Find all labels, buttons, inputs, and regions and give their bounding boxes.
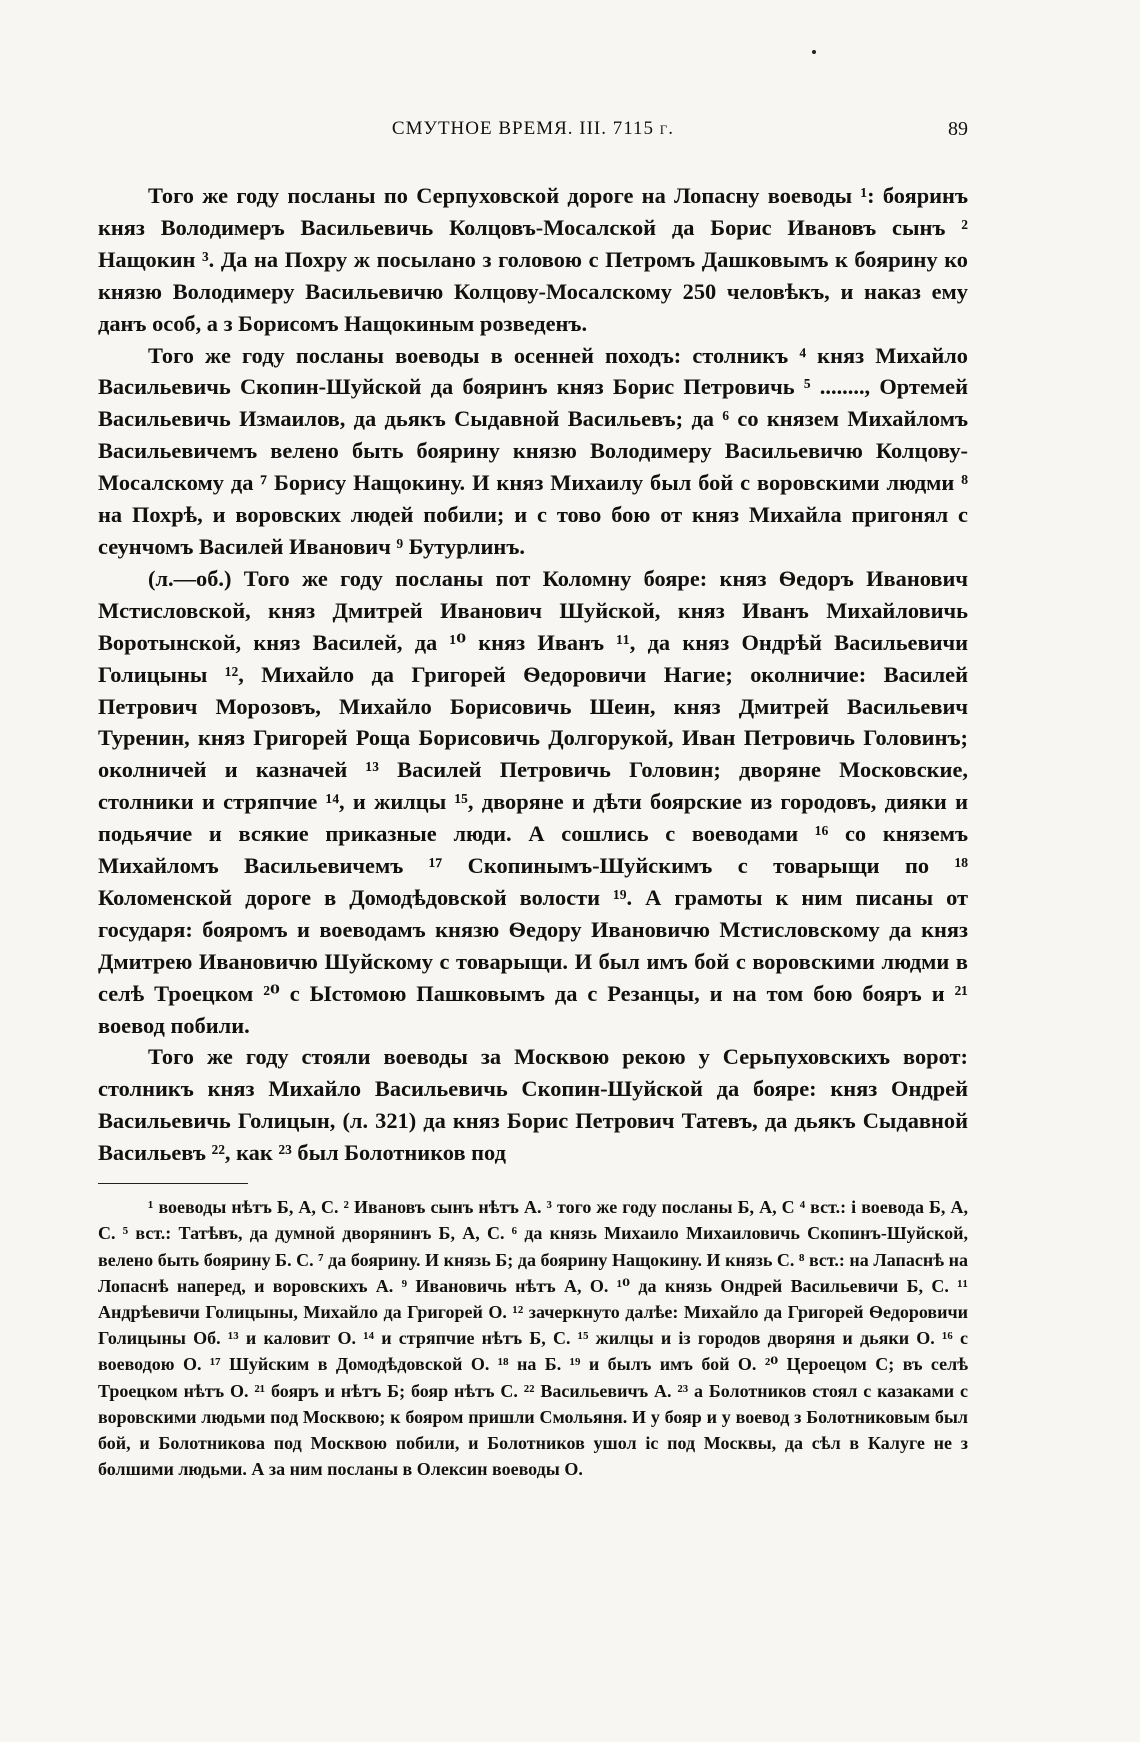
paragraph: Того же году посланы воеводы в осенней походъ: столникъ ⁴ княз Михайло Васильевичь Скопин-Шуйской да бояринъ княз Борис Петровичь ⁵ ........, Ортемей Васильевичь Измаилов, да дьякъ Сыдавной Васильевъ; да ⁶ со князем Михайломъ Васильевичемъ велено быть боярину князю Володимеру Васильевичю Колцову-Мосалскому да ⁷ Борису Нащокину. И княз Михаилу был бой с воровскими людми ⁸ на Похрѣ, и воровских людей побили; и с тово бою от княз Михайла пригонял с сеунчомъ Василей Иванович ⁹ Бутурлинъ. bbox=[98, 342, 968, 559]
print-speck bbox=[812, 50, 816, 54]
page-number: 89 bbox=[948, 118, 968, 140]
paragraph: Того же году посланы по Серпуховской дороге на Лопасну воеводы ¹: бояринъ княз Володимеръ Васильевичь Колцовъ-Мосалской да Борис Ивановъ сынъ ² Нащокин ³. Да на Похру ж посылано з головою с Петромъ Дашковымъ к боярину ко князю Володимеру Васильевичю Колцову-Мосалскому 250 человѣкъ, и наказ ему данъ особ, а з Борисомъ Нащокиным розведенъ. bbox=[98, 183, 968, 336]
paragraph: Того же году стояли воеводы за Москвою рекою у Серьпуховскихъ ворот: столникъ княз Михайло Васильевичь Скопин-Шуйской да бояре: княз Ондрей Васильевичь Голицын, (л. 321) да княз Борис Петрович Татевъ, да дьякъ Сыдавной Васильевъ ²², как ²³ был Болотников под bbox=[98, 1044, 968, 1166]
paragraph: (л.—об.) Того же году посланы пот Коломну бояре: княз Ѳедоръ Иванович Мстисловской, княз Дмитрей Иванович Шуйской, княз Иванъ Михайловичь Воротынской, княз Василей, да ¹⁰ княз Иванъ ¹¹, да княз Ондрѣй Васильевичи Голицыны ¹², Михайло да Григорей Ѳедоровичи Нагие; околничие: Василей Петрович Морозовъ, Михайло Борисовичь Шеин, княз Дмитрей Васильевич Туренин, княз Григорей Роща Борисовичь Долгорукой, Иван Петровичь Головинъ; околничей и казначей ¹³ Василей Петровичь Головин; дворяне Московские, столники и стряпчие ¹⁴, и жилцы ¹⁵, дворяне и дѣти боярские из городовъ, дияки и подьячие и всякие приказные люди. А сошлись с воеводами ¹⁶ со княземъ Михайломъ Васильевичемъ ¹⁷ Скопинымъ-Шуйскимъ с товарыщи по ¹⁸ Коломенской дороге в Домодѣдовской волости ¹⁹. А грамоты к ним писаны от государя: бояромъ и воеводамъ князю Ѳедору Ивановичю Мстисловскому да княз Дмитрею Ивановичю Шуйскому с товарыщи. И был имъ бой с воровскими людми в селѣ Троецком ²⁰ с Ыстомою Пашковымъ да с Резанцы, и на том бою бояръ и ²¹ воевод побили. bbox=[98, 565, 968, 1038]
page-header bbox=[98, 118, 968, 158]
book-page bbox=[98, 118, 968, 1718]
running-title: СМУТНОЕ ВРЕМЯ. III. 7115 г. bbox=[391, 118, 675, 139]
footnotes bbox=[98, 1194, 968, 1482]
footnote-separator bbox=[98, 1183, 248, 1184]
main-text bbox=[98, 180, 968, 1169]
footnote-block: ¹ воеводы нѣтъ Б, А, С. ² Ивановъ сынъ нѣтъ А. ³ того же году посланы Б, А, С ⁴ вст.: і воевода Б, А, С. ⁵ вст.: Татѣвъ, да думной дворянинъ Б, А, С. ⁶ да князь Михаило Михаиловичь Скопинъ-Шуйской, велено быть боярину Б. С. ⁷ да боярину. И князь Б; да боярину Нащокину. И князь С. ⁸ вст.: на Лапаснѣ на Лопаснѣ наперед, и воровскихъ А. ⁹ Ивановичь нѣтъ А, О. ¹⁰ да князь Ондрей Васильевичи Б, С. ¹¹ Андрѣевичи Голицыны, Михайло да Григорей О. ¹² зачеркнуто далѣе: Михайло да Григорей Ѳедоровичи Голицыны Об. ¹³ и каловит О. ¹⁴ и стряпчие нѣтъ Б, С. ¹⁵ жилцы и із городов дворяня и дьяки О. ¹⁶ с воеводою О. ¹⁷ Шуйским в Домодѣдовской О. ¹⁸ на Б. ¹⁹ и былъ имъ бой О. ²⁰ Цероецом С; въ селѣ Троецком нѣтъ О. ²¹ бояръ и нѣтъ Б; бояр нѣтъ С. ²² Васильевичъ А. ²³ а Болотников стоял с казаками с воровскими людьми под Москвою; к бояром пришли Смольяня. И у бояр и у воевод з Болотниковым был бой, и Болотникова под Москвою побили, и Болотников ушол іс под Москвы, да сѣл в Калуге не з болшими людьми. А за ним посланы в Олексин воеводы О. bbox=[98, 1197, 968, 1480]
